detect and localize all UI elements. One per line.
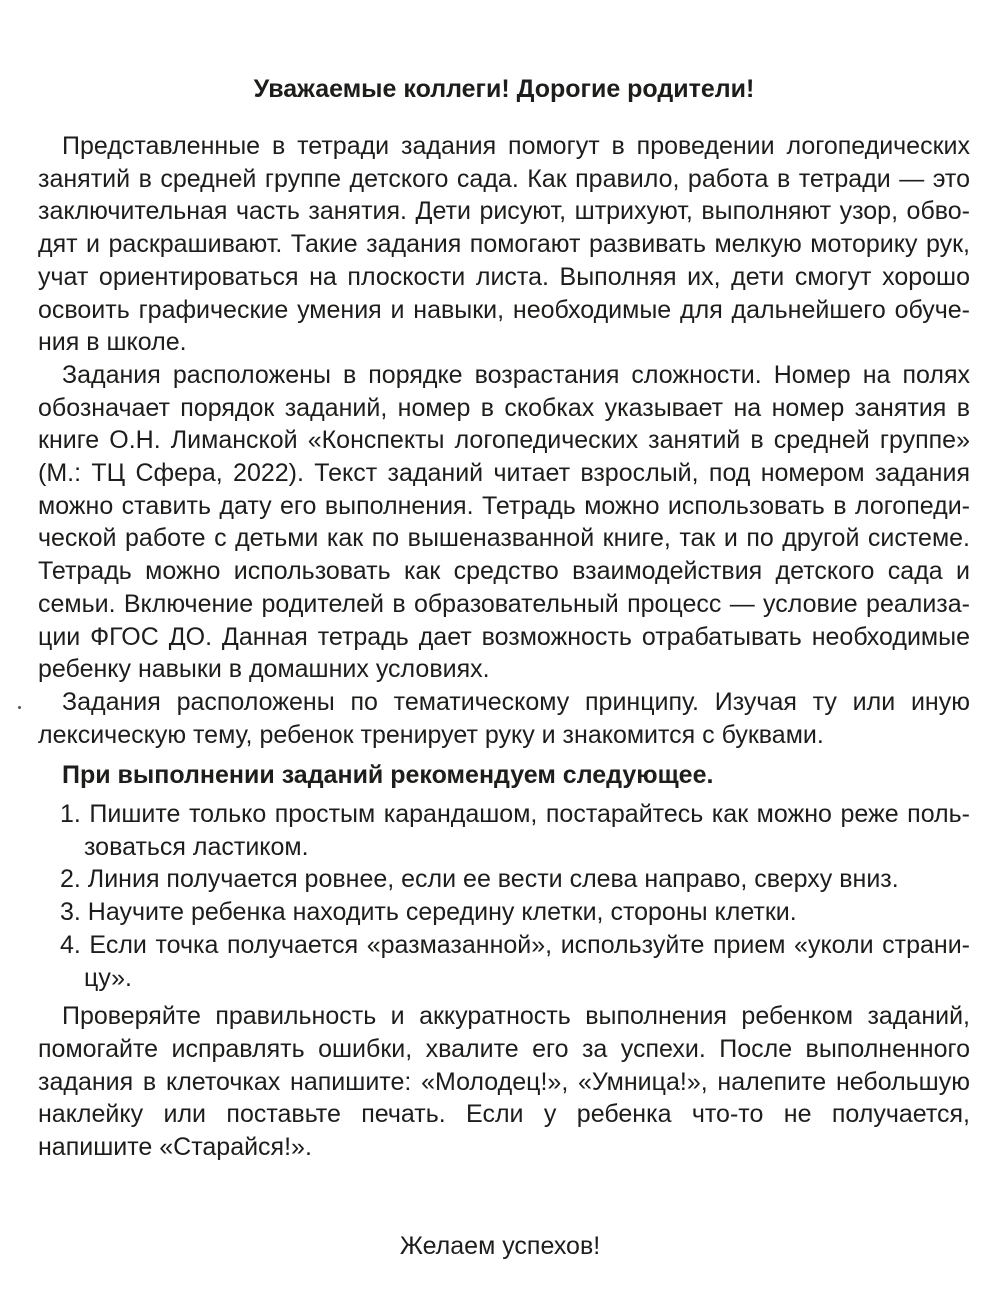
closing-wish: Желаем успехов! [399, 1232, 601, 1260]
page-title: Уважаемые коллеги! Дорогие родители! [253, 75, 755, 103]
paragraph-intro: Представленные в тетради задания помогут в проведении логопедических занятий в средней группе детского сада. Как правило, работа в тетради — это заключительная часть занятия. Дети рисуют, штрихуют, выполняют узор, обводят и раскрашивают. Такие задания помогают развивать мелкую моторику рук, учат ориентироваться на плоскости листа. Выполняя их, дети смогут хорошо освоить графические умения и навыки, необходимые для дальнейшего обучения в школе. [38, 132, 970, 357]
recommendations-list [38, 798, 970, 994]
list-item: 2. Линия получается ровнее, если ее вести слева направо, сверху вниз. [60, 865, 899, 894]
paragraph-check: Проверяйте правильность и аккуратность выполнения ребенком заданий, помогайте исправлять ошибки, хвалите его за успехи. После выполненного задания в клеточках напишите: «Молодец!», «Умница!», налепите небольшую наклейку или поставьте печать. Если у ребенка что-то не получается, напишите «Старайся!». [38, 1002, 970, 1162]
list-item: 4. Если точка получается «размазанной», используйте прием «уколи страницу». [60, 930, 970, 992]
paragraph-order: Задания расположены в порядке возрастания сложности. Номер на полях обозначает порядок заданий, номер в скобках указывает на номер занятия в книге О.Н. Лиманской «Конспекты логопедических занятий в средней группе» (М.: ТЦ Сфера, 2022). Текст заданий читает взрослый, под номером задания можно ставить дату его выполнения. Тетрадь можно использовать в логопедической работе с детьми как по вышеназванной книге, так и по другой системе. Тетрадь можно использовать как средство взаимодействия детского сада и семьи. Включение родителей в образовательный процесс — условие реализации ФГОС ДО. Данная тетрадь дает возможность отрабатывать необходимые ребенку навыки в домашних условиях. [38, 360, 970, 684]
page-body [38, 72, 970, 1164]
margin-speck [18, 706, 21, 709]
paragraph-thematic: Задания расположены по тематическому принципу. Изучая ту или иную лексическую тему, ребенок тренирует руку и знакомится с буквами. [38, 687, 970, 749]
recommendations-heading: При выполнении заданий рекомендуем следующее. [62, 761, 714, 790]
list-item: 3. Научите ребенка находить середину клетки, стороны клетки. [60, 898, 797, 927]
list-item: 1. Пишите только простым карандашом, постарайтесь как можно реже пользоваться ластиком. [60, 800, 970, 861]
